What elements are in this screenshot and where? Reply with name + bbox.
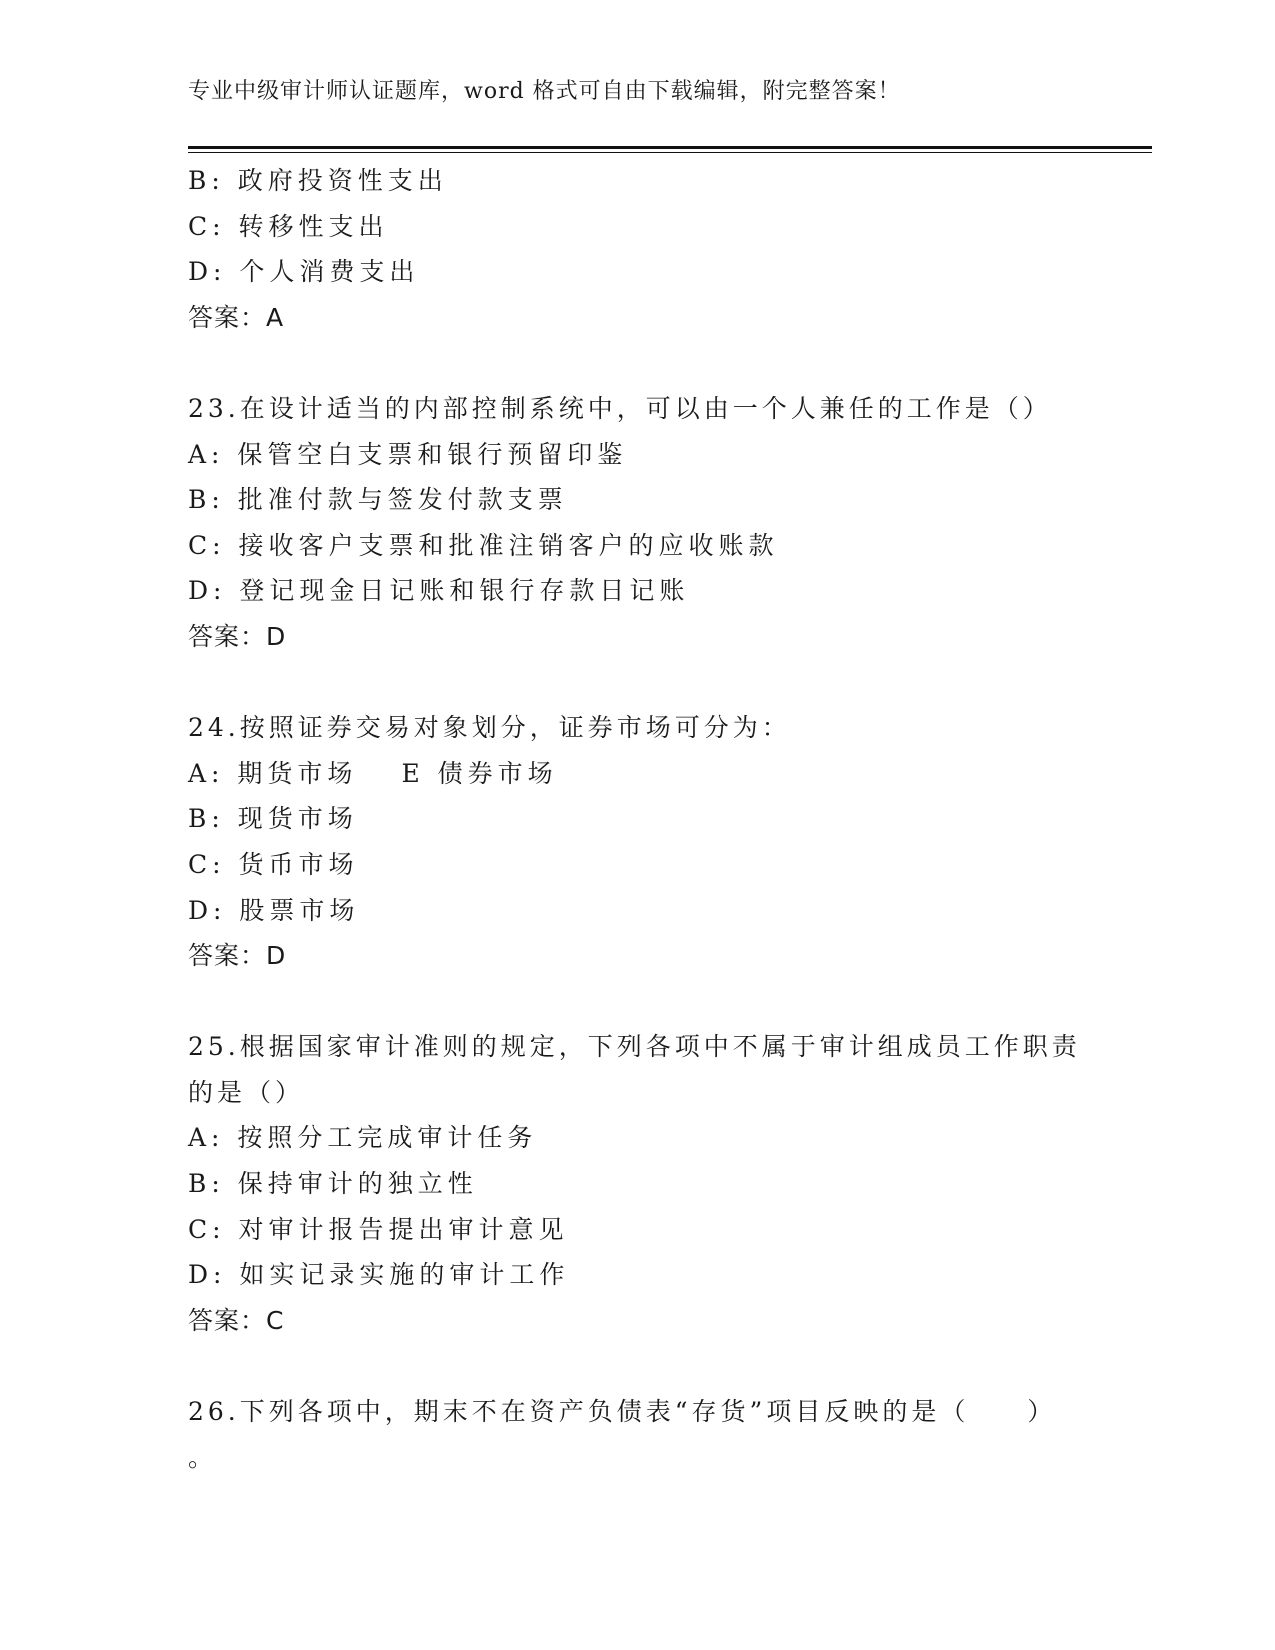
- option-c: C: 货币市场: [188, 849, 359, 879]
- spacer: [188, 1343, 1088, 1389]
- question-title: 24.按照证券交易对象划分，证券市场可分为：: [188, 713, 791, 743]
- question-title-line2: 的是（）: [188, 1077, 305, 1107]
- option-d: D: 个人消费支出: [188, 257, 420, 287]
- answer: 答案：C: [188, 1305, 285, 1335]
- question-26: [188, 1389, 1088, 1480]
- answer: 答案：A: [188, 302, 285, 332]
- question-25: [188, 1024, 1088, 1343]
- spacer: [188, 340, 1088, 386]
- option-a-row: [188, 751, 1088, 797]
- option-d: D: 股票市场: [188, 895, 360, 925]
- header-rule-thin: [188, 152, 1152, 153]
- option-a: A: 按照分工完成审计任务: [188, 1123, 538, 1153]
- question-23: [188, 386, 1088, 660]
- spacer: [188, 660, 1088, 706]
- question-title: 23.在设计适当的内部控制系统中，可以由一个人兼任的工作是（）: [188, 393, 1052, 423]
- option-d: D: 登记现金日记账和银行存款日记账: [188, 576, 690, 606]
- question-title-line2: 。: [188, 1442, 218, 1472]
- option-b: B: 批准付款与签发付款支票: [188, 485, 568, 515]
- option-a: A: 保管空白支票和银行预留印鉴: [188, 439, 628, 469]
- answer: 答案：D: [188, 941, 287, 971]
- option-d: D: 如实记录实施的审计工作: [188, 1260, 570, 1290]
- option-a: A: 期货市场: [188, 758, 358, 788]
- option-c: C: 对审计报告提出审计意见: [188, 1214, 569, 1244]
- option-b: B: 政府投资性支出: [188, 166, 448, 195]
- question-title-line1: 25.根据国家审计准则的规定，下列各项中不属于审计组成员工作职责: [188, 1032, 1081, 1062]
- question-22: [188, 158, 1088, 340]
- option-b: B: 保持审计的独立性: [188, 1169, 478, 1199]
- option-c: C: 转移性支出: [188, 211, 389, 241]
- option-b: B: 现货市场: [188, 804, 358, 834]
- page-header: 专业中级审计师认证题库，word 格式可自由下载编辑，附完整答案！: [188, 79, 901, 104]
- question-24: [188, 705, 1088, 979]
- answer: 答案：D: [188, 621, 287, 651]
- option-c: C: 接收客户支票和批准注销客户的应收账款: [188, 530, 779, 560]
- option-e: E 债券市场: [401, 758, 558, 788]
- question-title-line1: 26.下列各项中，期末不在资产负债表“存货”项目反映的是（ ）: [188, 1397, 1057, 1427]
- question-list: [188, 158, 1088, 1480]
- header-rule-thick: [188, 146, 1152, 149]
- spacer: [188, 979, 1088, 1025]
